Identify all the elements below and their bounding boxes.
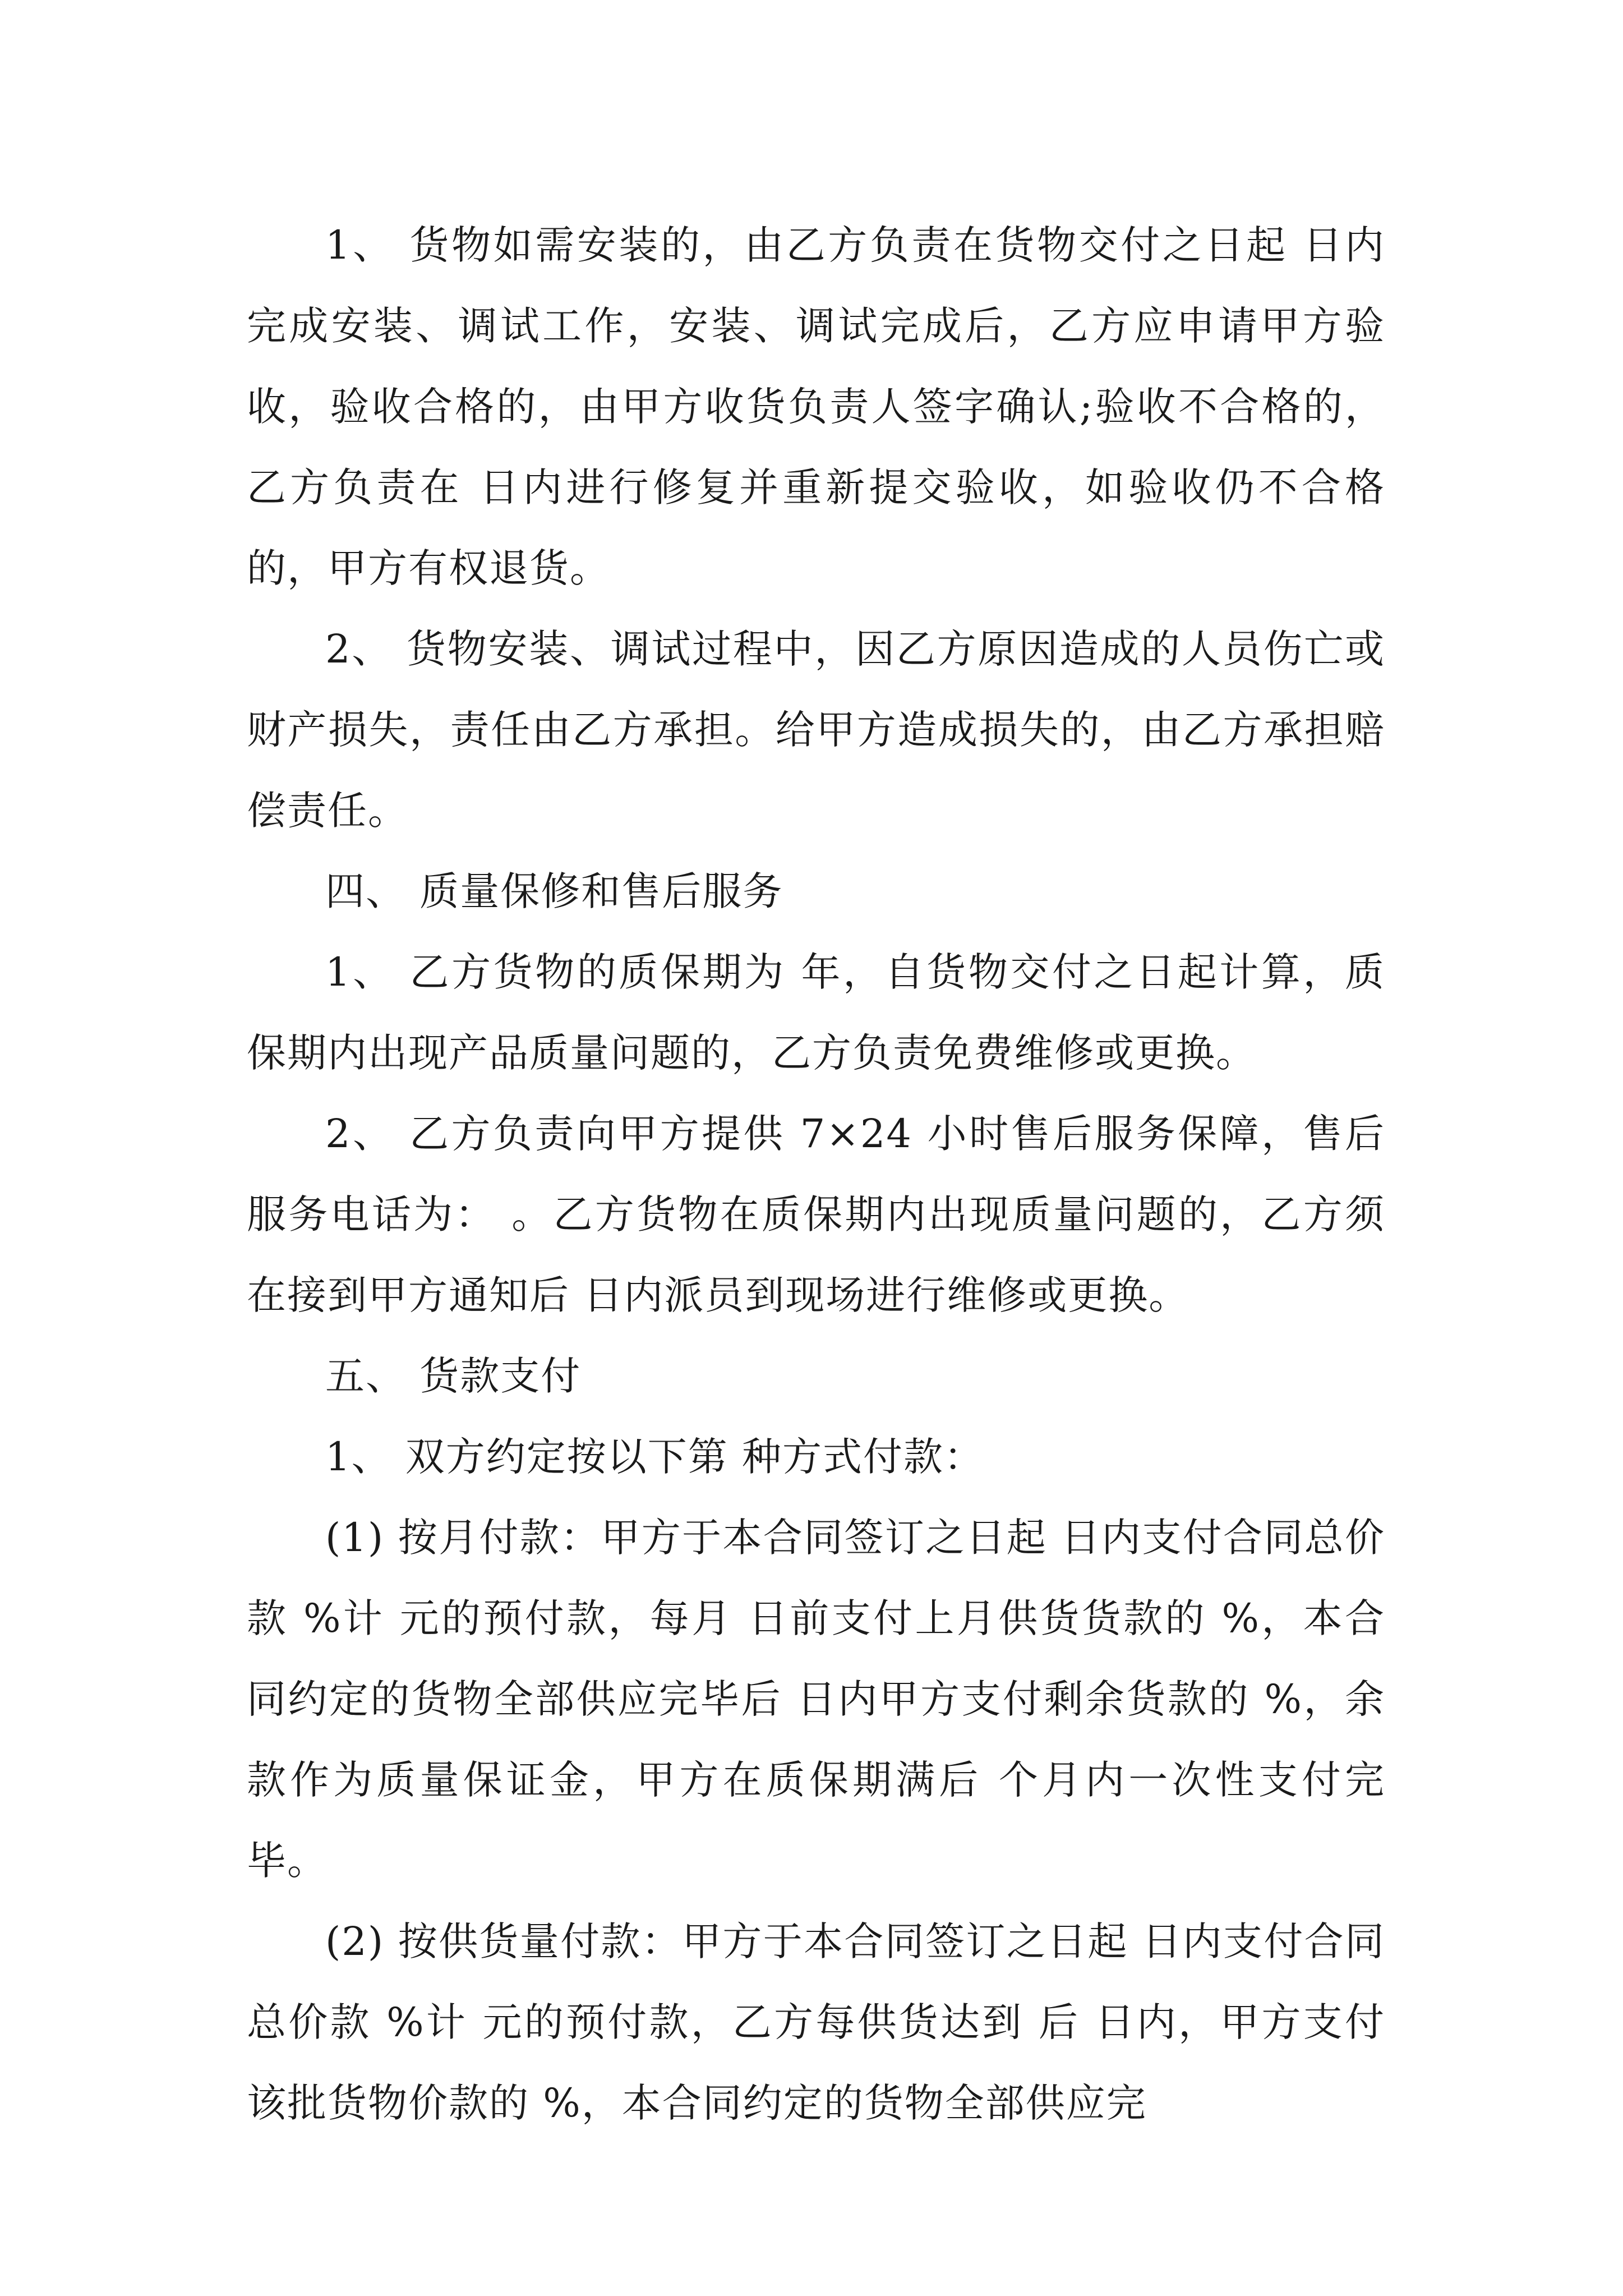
- paragraph-volume-payment: (2) 按供货量付款：甲方于本合同签订之日起 日内支付合同总价款 %计 元的预付款，乙方每供货达到 后 日内，甲方支付该批货物价款的 %，本合同约定的货物全部供应完: [247, 1918, 1385, 2126]
- section-heading-payment: 五、 货款支付: [325, 1353, 582, 1399]
- paragraph-warranty-period: 1、 乙方货物的质保期为 年，自货物交付之日起计算，质保期内出现产品质量问题的，乙方负责免费维修或更换。: [247, 949, 1385, 1076]
- paragraph-installation-liability: 2、 货物安装、调试过程中，因乙方原因造成的人员伤亡或财产损失，责任由乙方承担。给甲方造成损失的，由乙方承担赔偿责任。: [247, 626, 1385, 834]
- paragraph-installation: 1、 货物如需安装的，由乙方负责在货物交付之日起 日内完成安装、调试工作，安装、调试完成后，乙方应申请甲方验收，验收合格的，由甲方收货负责人签字确认;验收不合格的，乙方负责在 日内进行修复并重新提交验收，如验收仍不合格的，甲方有权退货。: [247, 222, 1385, 591]
- document-body: [247, 205, 1385, 2143]
- paragraph-after-sales: 2、 乙方负责向甲方提供 7×24 小时售后服务保障，售后服务电话为： 。乙方货物在质保期内出现质量问题的，乙方须在接到甲方通知后 日内派员到现场进行维修或更换。: [247, 1111, 1385, 1318]
- paragraph-payment-method: 1、 双方约定按以下第 种方式付款：: [325, 1434, 985, 1480]
- paragraph-monthly-payment: (1) 按月付款：甲方于本合同签订之日起 日内支付合同总价款 %计 元的预付款，每月 日前支付上月供货货款的 %，本合同约定的货物全部供应完毕后 日内甲方支付剩余货款的 %，余款作为质量保证金，甲方在质保期满后 个月内一次性支付完毕。: [247, 1515, 1385, 1884]
- section-heading-warranty: 四、 质量保修和售后服务: [325, 868, 783, 914]
